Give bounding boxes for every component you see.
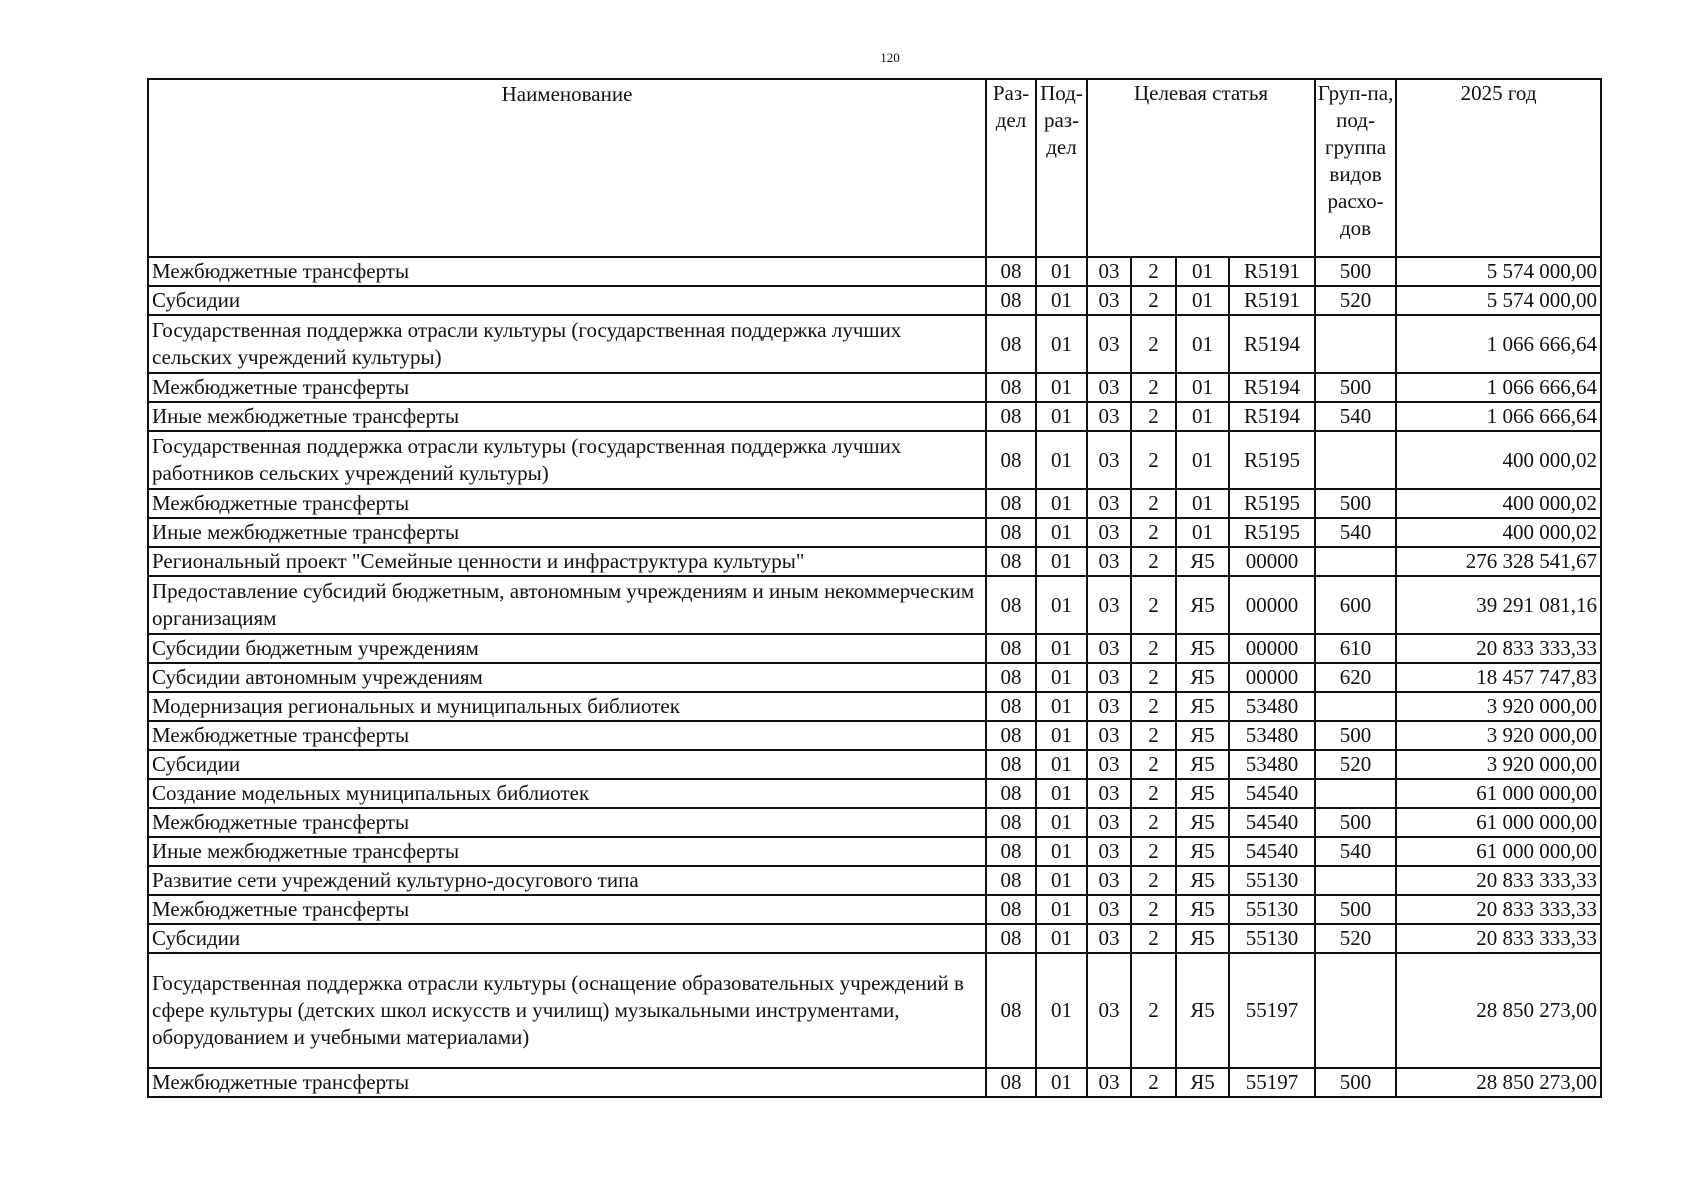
row-podrazdel: 01 (1036, 837, 1087, 866)
row-podrazdel: 01 (1036, 692, 1087, 721)
row-target-3: Я5 (1176, 721, 1229, 750)
row-podrazdel: 01 (1036, 286, 1087, 315)
row-target-3: 01 (1176, 489, 1229, 518)
row-target-1: 03 (1087, 663, 1131, 692)
row-target-2: 2 (1131, 663, 1176, 692)
row-podrazdel: 01 (1036, 1068, 1087, 1097)
row-target-1: 03 (1087, 315, 1131, 373)
row-sum: 28 850 273,00 (1396, 1068, 1601, 1097)
row-expense-type: 520 (1315, 750, 1396, 779)
row-target-4: 53480 (1229, 750, 1315, 779)
row-name: Иные межбюджетные трансферты (148, 518, 986, 547)
row-target-4: 53480 (1229, 721, 1315, 750)
row-target-4: R5195 (1229, 489, 1315, 518)
table-row (148, 866, 1601, 895)
row-expense-type: 520 (1315, 286, 1396, 315)
row-target-3: Я5 (1176, 547, 1229, 576)
row-expense-type: 540 (1315, 402, 1396, 431)
row-razdel: 08 (986, 721, 1036, 750)
row-target-3: Я5 (1176, 895, 1229, 924)
row-target-1: 03 (1087, 692, 1131, 721)
row-razdel: 08 (986, 837, 1036, 866)
row-target-2: 2 (1131, 373, 1176, 402)
row-podrazdel: 01 (1036, 779, 1087, 808)
row-razdel: 08 (986, 315, 1036, 373)
row-name: Межбюджетные трансферты (148, 721, 986, 750)
row-sum: 400 000,02 (1396, 431, 1601, 489)
row-target-2: 2 (1131, 924, 1176, 953)
row-podrazdel: 01 (1036, 953, 1087, 1068)
row-name: Межбюджетные трансферты (148, 895, 986, 924)
table-row (148, 518, 1601, 547)
row-sum: 1 066 666,64 (1396, 315, 1601, 373)
row-target-1: 03 (1087, 518, 1131, 547)
row-podrazdel: 01 (1036, 895, 1087, 924)
row-podrazdel: 01 (1036, 808, 1087, 837)
table-row (148, 808, 1601, 837)
row-podrazdel: 01 (1036, 634, 1087, 663)
row-target-1: 03 (1087, 953, 1131, 1068)
row-name: Государственная поддержка отрасли культуры (государственная поддержка лучших сельских учреждений культуры) (148, 315, 986, 373)
row-target-1: 03 (1087, 866, 1131, 895)
row-target-2: 2 (1131, 866, 1176, 895)
row-target-2: 2 (1131, 547, 1176, 576)
row-sum: 18 457 747,83 (1396, 663, 1601, 692)
row-target-4: 55130 (1229, 895, 1315, 924)
row-podrazdel: 01 (1036, 402, 1087, 431)
header-podrazdel: Под-раз-дел (1036, 79, 1087, 257)
table-row (148, 837, 1601, 866)
row-name: Межбюджетные трансферты (148, 489, 986, 518)
table-row (148, 576, 1601, 634)
budget-table (147, 78, 1602, 1098)
row-target-4: 55130 (1229, 866, 1315, 895)
row-target-3: 01 (1176, 431, 1229, 489)
row-target-4: 54540 (1229, 808, 1315, 837)
row-name: Субсидии (148, 286, 986, 315)
row-target-2: 2 (1131, 953, 1176, 1068)
row-target-1: 03 (1087, 808, 1131, 837)
table-row (148, 953, 1601, 1068)
row-target-2: 2 (1131, 257, 1176, 286)
table-row (148, 1068, 1601, 1097)
row-podrazdel: 01 (1036, 750, 1087, 779)
row-sum: 20 833 333,33 (1396, 634, 1601, 663)
row-expense-type: 500 (1315, 373, 1396, 402)
row-name: Субсидии бюджетным учреждениям (148, 634, 986, 663)
row-target-4: 55130 (1229, 924, 1315, 953)
table-row (148, 634, 1601, 663)
row-target-3: Я5 (1176, 808, 1229, 837)
row-podrazdel: 01 (1036, 547, 1087, 576)
table-row (148, 750, 1601, 779)
row-target-1: 03 (1087, 895, 1131, 924)
row-target-4: 00000 (1229, 547, 1315, 576)
row-expense-type: 500 (1315, 895, 1396, 924)
row-razdel: 08 (986, 895, 1036, 924)
table-row (148, 402, 1601, 431)
row-target-1: 03 (1087, 634, 1131, 663)
row-razdel: 08 (986, 808, 1036, 837)
row-target-3: Я5 (1176, 576, 1229, 634)
row-target-3: Я5 (1176, 953, 1229, 1068)
row-target-3: Я5 (1176, 663, 1229, 692)
row-razdel: 08 (986, 547, 1036, 576)
row-target-4: R5194 (1229, 402, 1315, 431)
row-expense-type: 540 (1315, 518, 1396, 547)
row-podrazdel: 01 (1036, 315, 1087, 373)
row-target-2: 2 (1131, 837, 1176, 866)
row-name: Развитие сети учреждений культурно-досугового типа (148, 866, 986, 895)
row-target-4: R5191 (1229, 286, 1315, 315)
row-sum: 1 066 666,64 (1396, 402, 1601, 431)
row-target-3: 01 (1176, 402, 1229, 431)
row-expense-type: 600 (1315, 576, 1396, 634)
header-razdel: Раз-дел (986, 79, 1036, 257)
row-target-2: 2 (1131, 721, 1176, 750)
row-podrazdel: 01 (1036, 431, 1087, 489)
row-expense-type: 500 (1315, 808, 1396, 837)
row-sum: 3 920 000,00 (1396, 721, 1601, 750)
row-target-2: 2 (1131, 779, 1176, 808)
row-target-3: 01 (1176, 257, 1229, 286)
row-sum: 5 574 000,00 (1396, 286, 1601, 315)
row-target-1: 03 (1087, 721, 1131, 750)
row-razdel: 08 (986, 373, 1036, 402)
row-target-1: 03 (1087, 924, 1131, 953)
row-name: Государственная поддержка отрасли культуры (государственная поддержка лучших работников сельских учреждений культуры) (148, 431, 986, 489)
row-razdel: 08 (986, 779, 1036, 808)
row-razdel: 08 (986, 257, 1036, 286)
row-name: Предоставление субсидий бюджетным, автономным учреждениям и иным некоммерческим организациям (148, 576, 986, 634)
row-target-4: 54540 (1229, 779, 1315, 808)
row-target-4: 00000 (1229, 634, 1315, 663)
row-razdel: 08 (986, 431, 1036, 489)
row-sum: 20 833 333,33 (1396, 895, 1601, 924)
row-target-3: 01 (1176, 373, 1229, 402)
row-target-3: 01 (1176, 286, 1229, 315)
row-razdel: 08 (986, 634, 1036, 663)
row-target-2: 2 (1131, 634, 1176, 663)
table-row (148, 431, 1601, 489)
row-target-3: 01 (1176, 518, 1229, 547)
row-sum: 61 000 000,00 (1396, 837, 1601, 866)
row-name: Государственная поддержка отрасли культуры (оснащение образовательных учреждений в сфере культуры (детских школ искусств и училищ) музыкальными инструментами, оборудованием и учебными материалами) (148, 953, 986, 1068)
row-expense-type: 610 (1315, 634, 1396, 663)
row-sum: 28 850 273,00 (1396, 953, 1601, 1068)
row-expense-type: 500 (1315, 721, 1396, 750)
table-header-row (148, 79, 1601, 257)
row-name: Региональный проект "Семейные ценности и инфраструктура культуры" (148, 547, 986, 576)
row-razdel: 08 (986, 286, 1036, 315)
row-target-3: 01 (1176, 315, 1229, 373)
row-razdel: 08 (986, 866, 1036, 895)
row-podrazdel: 01 (1036, 373, 1087, 402)
row-target-3: Я5 (1176, 837, 1229, 866)
row-sum: 400 000,02 (1396, 518, 1601, 547)
row-razdel: 08 (986, 518, 1036, 547)
row-name: Субсидии (148, 924, 986, 953)
row-expense-type (1315, 547, 1396, 576)
row-razdel: 08 (986, 402, 1036, 431)
row-expense-type: 500 (1315, 1068, 1396, 1097)
row-razdel: 08 (986, 576, 1036, 634)
row-target-1: 03 (1087, 489, 1131, 518)
table-row (148, 895, 1601, 924)
table-row (148, 663, 1601, 692)
header-year: 2025 год (1396, 79, 1601, 257)
row-target-1: 03 (1087, 837, 1131, 866)
row-target-2: 2 (1131, 402, 1176, 431)
row-target-3: Я5 (1176, 924, 1229, 953)
row-expense-type (1315, 431, 1396, 489)
row-target-4: R5195 (1229, 431, 1315, 489)
row-target-3: Я5 (1176, 750, 1229, 779)
table-row (148, 547, 1601, 576)
row-name: Субсидии (148, 750, 986, 779)
row-sum: 61 000 000,00 (1396, 779, 1601, 808)
row-target-4: R5194 (1229, 373, 1315, 402)
header-gruppa-vidov-rashodov: Груп-па, под-группа видов расхо-дов (1315, 79, 1396, 257)
row-expense-type: 500 (1315, 257, 1396, 286)
row-podrazdel: 01 (1036, 518, 1087, 547)
row-target-1: 03 (1087, 1068, 1131, 1097)
row-target-3: Я5 (1176, 634, 1229, 663)
row-expense-type (1315, 866, 1396, 895)
row-podrazdel: 01 (1036, 576, 1087, 634)
row-target-2: 2 (1131, 489, 1176, 518)
row-razdel: 08 (986, 489, 1036, 518)
row-sum: 3 920 000,00 (1396, 750, 1601, 779)
row-target-4: R5195 (1229, 518, 1315, 547)
row-target-4: R5191 (1229, 257, 1315, 286)
row-target-2: 2 (1131, 692, 1176, 721)
table-row (148, 692, 1601, 721)
row-target-4: 55197 (1229, 953, 1315, 1068)
page-number: 120 (880, 50, 900, 65)
header-name: Наименование (148, 79, 986, 257)
row-sum: 39 291 081,16 (1396, 576, 1601, 634)
row-name: Межбюджетные трансферты (148, 1068, 986, 1097)
row-target-4: 55197 (1229, 1068, 1315, 1097)
row-target-3: Я5 (1176, 692, 1229, 721)
row-razdel: 08 (986, 750, 1036, 779)
row-target-2: 2 (1131, 518, 1176, 547)
row-target-1: 03 (1087, 431, 1131, 489)
row-expense-type: 620 (1315, 663, 1396, 692)
row-name: Субсидии автономным учреждениям (148, 663, 986, 692)
row-expense-type (1315, 315, 1396, 373)
table-row (148, 721, 1601, 750)
row-target-1: 03 (1087, 779, 1131, 808)
table-row (148, 286, 1601, 315)
row-target-2: 2 (1131, 431, 1176, 489)
table-row (148, 315, 1601, 373)
row-razdel: 08 (986, 924, 1036, 953)
row-razdel: 08 (986, 953, 1036, 1068)
row-sum: 20 833 333,33 (1396, 866, 1601, 895)
row-target-2: 2 (1131, 808, 1176, 837)
row-name: Межбюджетные трансферты (148, 373, 986, 402)
row-target-1: 03 (1087, 373, 1131, 402)
row-target-3: Я5 (1176, 779, 1229, 808)
row-target-3: Я5 (1176, 1068, 1229, 1097)
row-name: Модернизация региональных и муниципальных библиотек (148, 692, 986, 721)
row-target-2: 2 (1131, 1068, 1176, 1097)
row-razdel: 08 (986, 692, 1036, 721)
table-row (148, 373, 1601, 402)
row-target-4: 54540 (1229, 837, 1315, 866)
row-podrazdel: 01 (1036, 663, 1087, 692)
row-expense-type (1315, 692, 1396, 721)
row-target-2: 2 (1131, 286, 1176, 315)
row-target-1: 03 (1087, 750, 1131, 779)
row-target-2: 2 (1131, 750, 1176, 779)
row-sum: 20 833 333,33 (1396, 924, 1601, 953)
row-target-4: 53480 (1229, 692, 1315, 721)
row-podrazdel: 01 (1036, 924, 1087, 953)
row-target-4: R5194 (1229, 315, 1315, 373)
row-name: Иные межбюджетные трансферты (148, 402, 986, 431)
row-razdel: 08 (986, 1068, 1036, 1097)
row-name: Межбюджетные трансферты (148, 257, 986, 286)
row-expense-type: 520 (1315, 924, 1396, 953)
row-target-2: 2 (1131, 895, 1176, 924)
row-podrazdel: 01 (1036, 866, 1087, 895)
table-row (148, 779, 1601, 808)
table-row (148, 924, 1601, 953)
row-name: Создание модельных муниципальных библиотек (148, 779, 986, 808)
header-celevaya-statya: Целевая статья (1087, 79, 1315, 257)
row-target-2: 2 (1131, 315, 1176, 373)
row-target-2: 2 (1131, 576, 1176, 634)
row-razdel: 08 (986, 663, 1036, 692)
row-expense-type (1315, 953, 1396, 1068)
row-expense-type: 540 (1315, 837, 1396, 866)
row-sum: 1 066 666,64 (1396, 373, 1601, 402)
row-sum: 3 920 000,00 (1396, 692, 1601, 721)
row-target-4: 00000 (1229, 576, 1315, 634)
table-row (148, 489, 1601, 518)
row-name: Межбюджетные трансферты (148, 808, 986, 837)
row-target-1: 03 (1087, 547, 1131, 576)
table-row (148, 257, 1601, 286)
row-podrazdel: 01 (1036, 257, 1087, 286)
row-target-4: 00000 (1229, 663, 1315, 692)
row-podrazdel: 01 (1036, 721, 1087, 750)
row-sum: 5 574 000,00 (1396, 257, 1601, 286)
row-name: Иные межбюджетные трансферты (148, 837, 986, 866)
row-target-1: 03 (1087, 402, 1131, 431)
row-expense-type (1315, 779, 1396, 808)
row-expense-type: 500 (1315, 489, 1396, 518)
row-podrazdel: 01 (1036, 489, 1087, 518)
row-sum: 61 000 000,00 (1396, 808, 1601, 837)
row-target-1: 03 (1087, 257, 1131, 286)
row-target-3: Я5 (1176, 866, 1229, 895)
row-target-1: 03 (1087, 286, 1131, 315)
row-sum: 400 000,02 (1396, 489, 1601, 518)
row-sum: 276 328 541,67 (1396, 547, 1601, 576)
row-target-1: 03 (1087, 576, 1131, 634)
